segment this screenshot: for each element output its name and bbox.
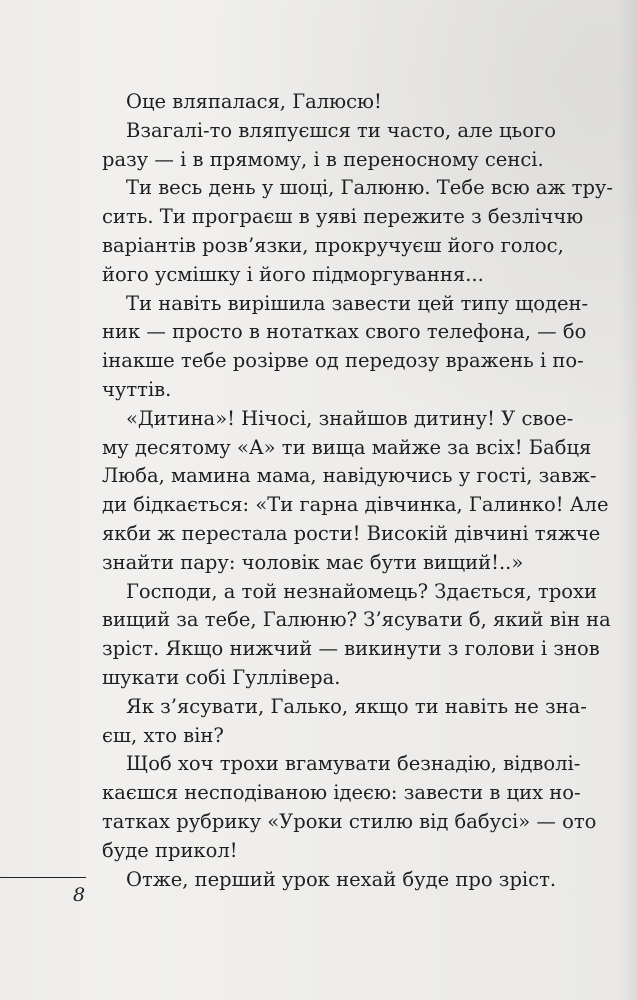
text-line: якби ж перестала рости! Високій дівчині тяжче (102, 521, 601, 545)
text-line: Щоб хоч трохи вгамувати безнадію, відволі- (126, 752, 581, 776)
text-line: Як з’ясувати, Галько, якщо ти навіть не зна- (126, 694, 587, 718)
page-body-text (102, 88, 613, 894)
text-line: інакше тебе розірве од передозу вражень і по- (102, 349, 584, 373)
paragraph-5 (102, 405, 609, 578)
page-shadow (619, 0, 637, 1000)
text-line: каєшся несподіваною ідеєю: завести в цих но- (102, 781, 581, 805)
text-line: його усмішку і його підморгування... (102, 262, 484, 286)
paragraph-9 (102, 866, 557, 895)
text-line: сить. Ти програєш в уяві пережите з безліччю (102, 205, 584, 229)
text-line: му десятому «А» ти вища майже за всіх! Бабця (102, 435, 592, 459)
paragraph-1 (102, 88, 554, 117)
paragraph-6 (102, 578, 611, 693)
text-line: Люба, мамина мама, навідуючись у гості, завж- (102, 464, 597, 488)
text-line: вищий за тебе, Галюню? З’ясувати б, який він на (102, 608, 611, 632)
paragraph-2 (102, 117, 554, 175)
text-line: разу — і в прямому, і в переносному сенсі. (102, 147, 544, 171)
text-line: знайти пару: чоловік має бути вищий!..» (102, 550, 524, 574)
text-line: ди бідкається: «Ти гарна дівчинка, Галинко! Але (102, 493, 609, 517)
text-line: Отже, перший урок нехай буде про зріст. (126, 867, 557, 891)
text-line: чуттів. (102, 377, 172, 401)
page-footer-rule (0, 877, 86, 878)
text-line: Господи, а той незнайомець? Здається, трохи (126, 579, 598, 603)
text-line: татках рубрику «Уроки стилю від бабусі» — ото (102, 809, 597, 833)
text-line: буде прикол! (102, 838, 238, 862)
text-line: Ти навіть вирішила завести цей типу щоден- (126, 291, 589, 315)
paragraph-4 (102, 290, 589, 405)
text-line: шукати собі Гуллівера. (102, 665, 341, 689)
text-line: «Дитина»! Нічосі, знайшов дитину! У свое- (126, 406, 574, 430)
text-line: варіантів розв’язки, прокручуєш його голос, (102, 233, 564, 257)
paragraph-8 (102, 750, 597, 865)
text-line: єш, хто він? (102, 723, 224, 747)
text-line: Взагалі-то вляпуєшся ти часто, але цього (126, 118, 556, 142)
text-line: Ти весь день у шоці, Галюню. Тебе всю аж тру- (126, 176, 613, 200)
text-line: зріст. Якщо нижчий — викинути з голови і знов (102, 637, 600, 661)
paragraph-7 (102, 693, 587, 751)
text-line: ник — просто в нотатках свого телефона, — бо (102, 320, 587, 344)
page-number: 8 (73, 884, 86, 906)
paragraph-3 (102, 174, 613, 289)
text-line: Оце вляпалася, Галюсю! (126, 90, 382, 113)
